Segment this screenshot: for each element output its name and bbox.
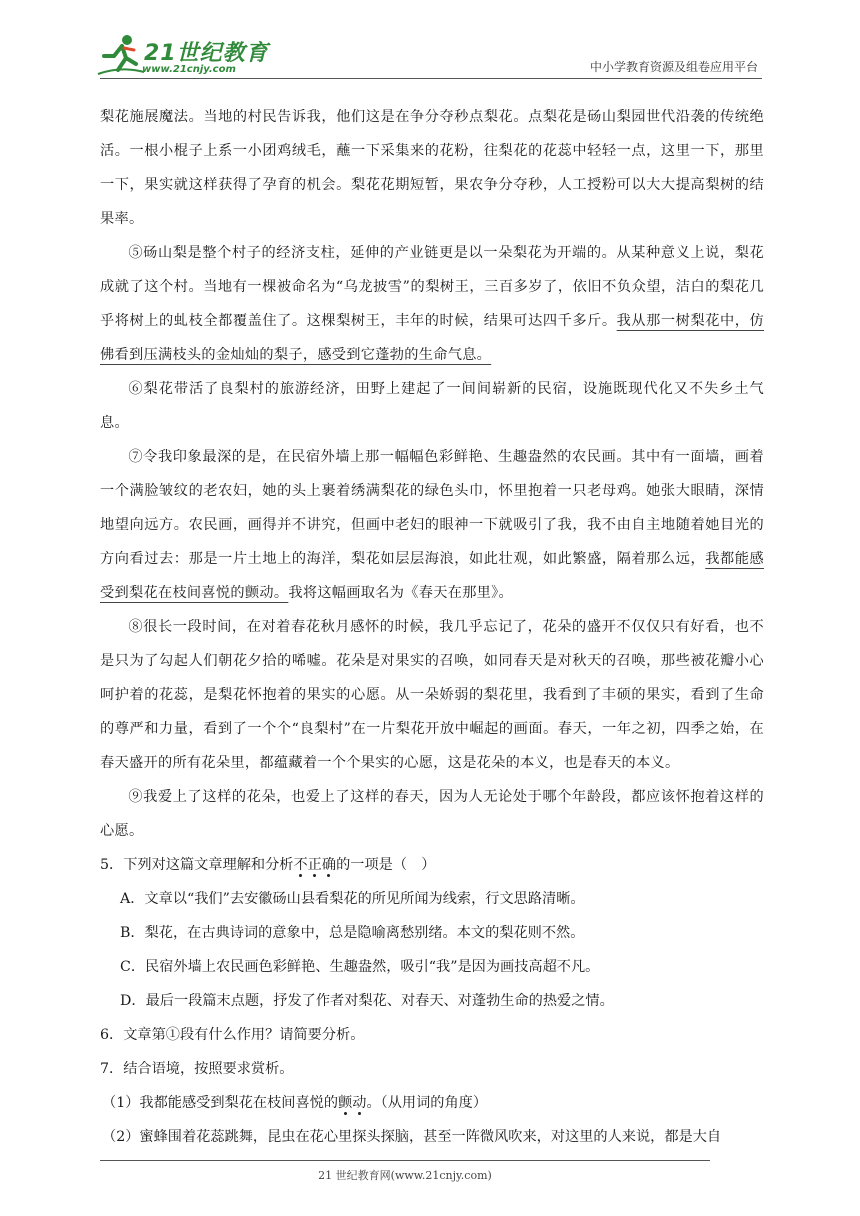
- question-7-1: [100, 1086, 764, 1120]
- footer-divider: [100, 1160, 710, 1161]
- document-body: [100, 100, 764, 1154]
- question-5-end: 的一项是（ ）: [336, 857, 436, 873]
- option-c: C．民宿外墙上农民画色彩鲜艳、生趣盎然，吸引“我”是因为画技高超不凡。: [120, 959, 600, 975]
- site-logo: [96, 32, 269, 82]
- paragraph-5: [100, 236, 764, 372]
- emphasis-char: 不: [293, 857, 308, 873]
- emphasis-char: 动: [352, 1095, 367, 1111]
- page-header: [0, 0, 860, 90]
- header-divider: [100, 78, 762, 79]
- underlined-sentence-7: 我都能感受到梨花在枝间喜悦的颤动。: [100, 551, 764, 601]
- question-7: 7．结合语境，按照要求赏析。: [100, 1061, 294, 1077]
- question-7-1-stem: （1）我都能感受到梨花在枝间喜悦的: [102, 1095, 339, 1111]
- paragraph-9: ⑨我爱上了这样的花朵，也爱上了这样的春天，因为人无论处于哪个年龄段，都应该怀抱着这样的心愿。: [100, 789, 764, 839]
- emphasis-char: 颤: [338, 1095, 353, 1111]
- option-b: B．梨花，在古典诗词的意象中，总是隐喻离愁别绪。本文的梨花则不然。: [120, 925, 585, 941]
- question-7-1-end: 。（从用词的角度）: [366, 1095, 488, 1111]
- logo-title: 21世纪教育: [144, 41, 269, 66]
- paragraph-7-end: 我将这幅画取名为《春天在那里》。: [288, 585, 514, 601]
- platform-name: 中小学教育资源及组卷应用平台: [589, 60, 758, 74]
- paragraph-6: ⑥梨花带活了良梨村的旅游经济，田野上建起了一间间崭新的民宿，设施既现代化又不失乡土气息。: [100, 381, 764, 431]
- paragraph-7-text: ⑦令我印象最深的是，在民宿外墙上那一幅幅色彩鲜艳、生趣盎然的农民画。其中有一面墙，画着一个满脸皱纹的老农妇，她的头上裹着绣满梨花的绿色头巾，怀里抱着一只老母鸡。她张大眼睛，深情地望向远方。农民画，画得并不讲究，但画中老妇的眼神一下就吸引了我，我不由自主地随着她目光的方向看过去：那是一片土地上的海洋，梨花如层层海浪，如此壮观，如此繁盛，隔着那么远，: [100, 449, 764, 567]
- option-a: A．文章以“我们”去安徽砀山县看梨花的所见所闻为线索，行文思路清晰。: [120, 891, 585, 907]
- emphasis-char: 正: [307, 857, 322, 873]
- question-6: 6．文章第①段有什么作用？请简要分析。: [100, 1027, 365, 1043]
- emphasis-char: 确: [321, 857, 337, 873]
- question-5: [100, 848, 764, 882]
- question-7-2: （2）蜜蜂围着花蕊跳舞，昆虫在花心里探头探脑，甚至一阵微风吹来，对这里的人来说，都是大自: [102, 1129, 722, 1145]
- page-footer: 21 世纪教育网(www.21cnjy.com): [318, 1169, 492, 1182]
- question-5-stem: 5．下列对这篇文章理解和分析: [100, 857, 294, 873]
- runner-icon: [96, 32, 146, 78]
- paragraph-continued: 梨花施展魔法。当地的村民告诉我，他们这是在争分夺秒点梨花。点梨花是砀山梨园世代沿袭的传统绝活。一根小棍子上系一小团鸡绒毛，蘸一下采集来的花粉，往梨花的花蕊中轻轻一点，这里一下，那里一下，果实就这样获得了孕育的机会。梨花花期短暂，果农争分夺秒，人工授粉可以大大提高梨树的结果率。: [100, 109, 764, 227]
- option-d: D．最后一段篇末点题，抒发了作者对梨花、对春天、对蓬勃生命的热爱之情。: [120, 993, 614, 1009]
- paragraph-5-text: ⑤砀山梨是整个村子的经济支柱，延伸的产业链更是以一朵梨花为开端的。从某种意义上说，梨花成就了这个村。当地有一棵被命名为“乌龙披雪”的梨树王，三百多岁了，依旧不负众望，洁白的梨花几乎将树上的虬枝全都覆盖住了。这棵梨树王，丰年的时候，结果可达四千多斤。: [100, 245, 764, 329]
- logo-url: www.21cnjy.com: [142, 64, 236, 75]
- paragraph-8: ⑧很长一段时间，在对着春花秋月感怀的时候，我几乎忘记了，花朵的盛开不仅仅只有好看，也不是只为了勾起人们朝花夕拾的唏嘘。花朵是对果实的召唤，如同春天是对秋天的召唤，那些被花瓣小心呵护着的花蕊，是梨花怀抱着的果实的心愿。从一朵娇弱的梨花里，我看到了丰硕的果实，看到了生命的尊严和力量，看到了一个个“良梨村”在一片梨花开放中崛起的画面。春天，一年之初，四季之始，在春天盛开的所有花朵里，都蕴藏着一个个果实的心愿，这是花朵的本义，也是春天的本义。: [100, 619, 764, 771]
- underlined-sentence-5: 我从那一树梨花中，仿佛看到压满枝头的金灿灿的梨子，感受到它蓬勃的生命气息。: [100, 313, 764, 363]
- paragraph-7: [100, 440, 764, 610]
